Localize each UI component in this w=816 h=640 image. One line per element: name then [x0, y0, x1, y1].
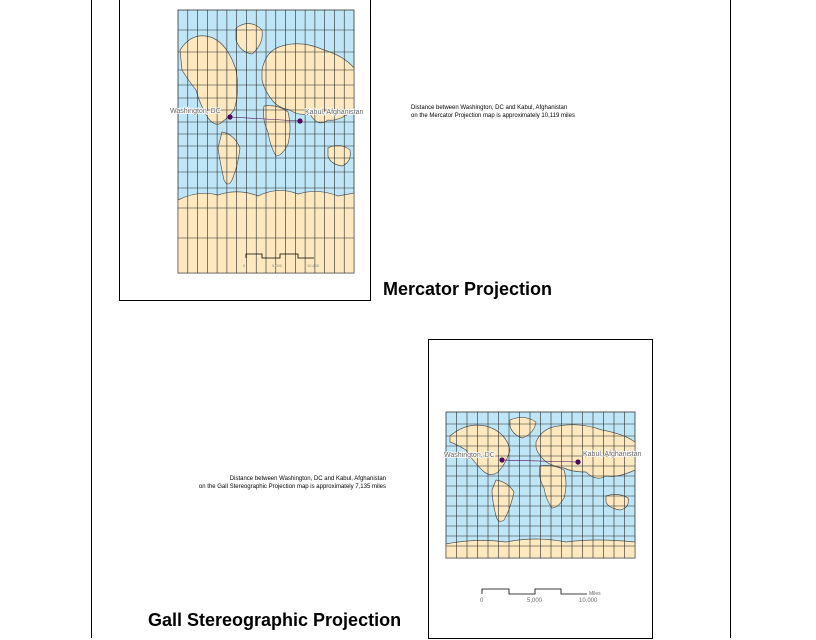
- mercator-kabul-marker: [297, 118, 302, 123]
- gall-washington-label: Washington, DC: [444, 452, 495, 459]
- gall-scale-tick-2: 10,000: [579, 598, 598, 604]
- mercator-washington-marker: [227, 114, 232, 119]
- mercator-note-line2: on the Mercator Projection map is approximately 10,119 miles: [411, 113, 575, 119]
- gall-note-line1: Distance between Washington, DC and Kabul, Afghanistan: [229, 476, 386, 482]
- mercator-note-line1: Distance between Washington, DC and Kabul, Afghanistan: [411, 105, 568, 111]
- gall-map: [429, 340, 654, 640]
- mercator-kabul-label: Kabul, Afghanistan: [305, 109, 364, 116]
- gall-map-panel: [428, 339, 653, 639]
- gall-note-line2: on the Gall Stereographic Projection map is approximately 7,135 miles: [198, 484, 386, 490]
- mercator-map: [120, 0, 372, 302]
- gall-scale-tick-0: 0: [480, 598, 484, 604]
- gall-kabul-marker: [575, 459, 580, 464]
- mercator-washington-label: Washington, DC: [170, 108, 221, 115]
- gall-washington-marker: [499, 457, 504, 462]
- mercator-scale-tick-2: 10,000: [307, 263, 320, 268]
- gall-scale-tick-1: 5,000: [527, 598, 543, 604]
- mercator-map-panel: [119, 0, 371, 301]
- mercator-scale-tick-1: 5,000: [272, 263, 283, 268]
- mercator-distance-note: [411, 104, 575, 120]
- gall-scale-unit: Miles: [589, 591, 601, 597]
- gall-distance-note: [178, 475, 386, 491]
- gall-title: Gall Stereographic Projection: [148, 610, 402, 630]
- mercator-scale-tick-0: 0: [243, 263, 246, 268]
- gall-kabul-label: Kabul, Afghanistan: [583, 451, 642, 458]
- gall-scale-bar: [482, 589, 587, 594]
- mercator-title: Mercator Projection: [383, 279, 553, 299]
